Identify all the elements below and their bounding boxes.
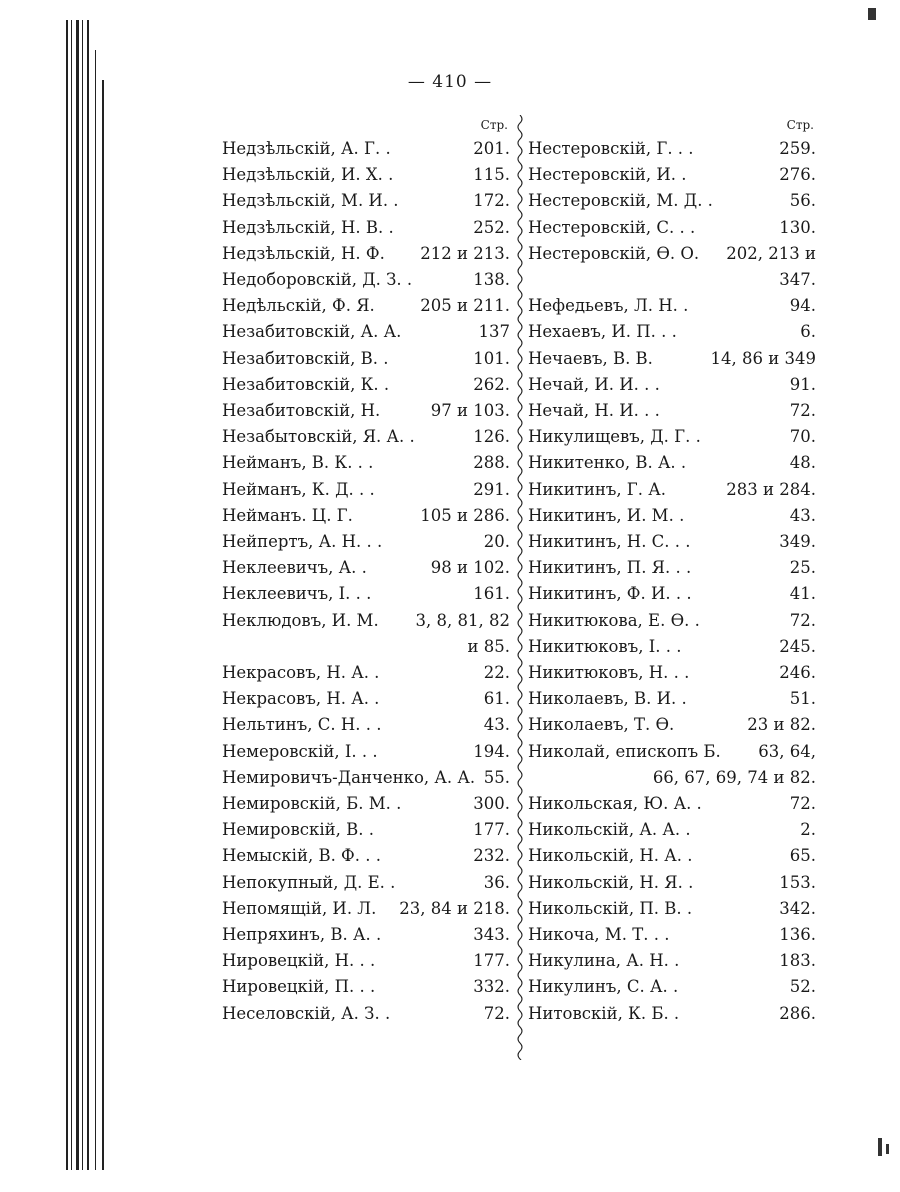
entry-pages: 126. bbox=[473, 427, 510, 447]
entry-name: Незабитовскій, В. . bbox=[222, 348, 389, 368]
entry-name: Никулинъ, С. А. . bbox=[528, 977, 679, 997]
entry-pages: 283 и 284. bbox=[726, 479, 816, 499]
entry-pages: 61. bbox=[483, 689, 510, 709]
entry-name: Незабитовскій, К. . bbox=[222, 374, 390, 394]
entry-pages: 259. bbox=[779, 139, 816, 158]
entry-pages: 91. bbox=[789, 374, 816, 394]
index-entry bbox=[528, 162, 816, 188]
entry-pages: 332. bbox=[473, 977, 510, 997]
entry-name: Нехаевъ, И. П. . . bbox=[528, 322, 677, 342]
entry-name: Нефедьевъ, Л. Н. . bbox=[528, 296, 689, 316]
index-entry bbox=[528, 555, 816, 581]
entry-name: Нестеровскій, И. . bbox=[528, 165, 687, 185]
index-entry bbox=[528, 870, 816, 896]
index-entry-continuation bbox=[528, 765, 816, 791]
index-entry bbox=[222, 896, 510, 922]
entry-pages: 194. bbox=[473, 741, 510, 761]
index-entry bbox=[528, 843, 816, 869]
entry-name: Недзѣльскій, Н. В. . bbox=[222, 217, 394, 237]
entry-pages: 177. bbox=[473, 951, 510, 971]
index-entry bbox=[222, 686, 510, 712]
column-divider bbox=[514, 115, 526, 1060]
entry-pages: 262. bbox=[473, 374, 510, 394]
entry-pages: 23 и 82. bbox=[747, 715, 816, 735]
index-entry bbox=[222, 529, 510, 555]
entry-pages: 48. bbox=[789, 453, 816, 473]
index-entry bbox=[528, 215, 816, 241]
entry-pages: 232. bbox=[473, 846, 510, 866]
index-entry bbox=[222, 1001, 510, 1027]
index-entry bbox=[222, 450, 510, 476]
entry-pages: 70. bbox=[789, 427, 816, 447]
entry-pages: 98 и 102. bbox=[430, 558, 510, 578]
index-entry bbox=[528, 896, 816, 922]
entry-name: Недзѣльскій, М. И. . bbox=[222, 191, 399, 211]
entry-pages: 43. bbox=[789, 505, 816, 525]
entry-name: Нитовскій, К. Б. . bbox=[528, 1003, 680, 1023]
entry-name: Нестеровскій, М. Д. . bbox=[528, 191, 713, 211]
entry-name: Никулищевъ, Д. Г. . bbox=[528, 427, 701, 447]
page-column-header: Стр. bbox=[480, 118, 508, 132]
entry-name: Никитинъ, Ф. И. . . bbox=[528, 584, 692, 604]
entry-pages: 55. bbox=[483, 767, 510, 787]
entry-name: Никитенко, В. А. . bbox=[528, 453, 687, 473]
page-column-header: Стр. bbox=[786, 118, 814, 132]
entry-name: Неселовскій, А. З. . bbox=[222, 1003, 391, 1023]
index-entry bbox=[222, 372, 510, 398]
entry-name: Неклеевичъ, I. . . bbox=[222, 584, 372, 604]
index-entry bbox=[222, 267, 510, 293]
index-entry bbox=[222, 765, 510, 791]
entry-pages: 137 bbox=[478, 322, 510, 342]
entry-pages: 115. bbox=[473, 165, 510, 185]
entry-name: Незабытовскій, Я. А. . bbox=[222, 427, 415, 447]
entry-pages: 20. bbox=[483, 532, 510, 551]
entry-pages: 347. bbox=[779, 270, 816, 289]
index-entry bbox=[528, 503, 816, 529]
entry-pages: 212 и 213. bbox=[420, 243, 510, 263]
entry-pages: 343. bbox=[473, 925, 510, 944]
index-entry bbox=[528, 398, 816, 424]
index-entry-continuation bbox=[222, 634, 510, 660]
entry-name: Некрасовъ, Н. А. . bbox=[222, 663, 380, 682]
index-entry-continuation bbox=[528, 267, 816, 293]
entry-name: Недзѣльскій, Н. Ф. bbox=[222, 243, 385, 263]
entry-name: Незабитовскій, Н. bbox=[222, 401, 381, 420]
entry-pages: 72. bbox=[483, 1003, 510, 1023]
entry-pages: 14, 86 и 349 bbox=[710, 348, 816, 368]
index-entry bbox=[222, 503, 510, 529]
entry-name: Нестеровскій, Г. . . bbox=[528, 139, 694, 158]
index-entry bbox=[222, 424, 510, 450]
entry-pages: 6. bbox=[800, 322, 816, 342]
entry-pages: 288. bbox=[473, 453, 510, 473]
entry-pages: 105 и 286. bbox=[420, 505, 510, 525]
index-entry bbox=[222, 241, 510, 267]
index-entry bbox=[222, 188, 510, 214]
entry-pages: 3, 8, 81, 82 bbox=[415, 610, 510, 630]
entry-name: Нестеровскій, С. . . bbox=[528, 217, 696, 237]
index-entry bbox=[528, 581, 816, 607]
entry-name: Никитюковъ, I. . . bbox=[528, 636, 682, 656]
index-entry bbox=[222, 817, 510, 843]
entry-name: Незабитовскій, А. А. bbox=[222, 322, 402, 342]
entry-name: Недзѣльскій, А. Г. . bbox=[222, 139, 391, 158]
entry-name: Нечаевъ, В. В. bbox=[528, 348, 653, 368]
index-entry bbox=[528, 660, 816, 686]
entry-pages: 183. bbox=[779, 951, 816, 971]
entry-name: Никитинъ, И. М. . bbox=[528, 505, 685, 525]
index-entry bbox=[222, 791, 510, 817]
index-entry bbox=[528, 450, 816, 476]
index-entry bbox=[222, 581, 510, 607]
entry-pages: 97 и 103. bbox=[430, 401, 510, 420]
entry-pages: 291. bbox=[473, 479, 510, 499]
entry-pages: 51. bbox=[789, 689, 816, 709]
entry-name: Немировскій, Б. М. . bbox=[222, 794, 402, 813]
scanned-binding-edge bbox=[62, 20, 110, 1170]
entry-name: Никитинъ, Г. А. bbox=[528, 479, 666, 499]
index-entry bbox=[222, 608, 510, 634]
entry-name: Никитюковъ, Н. . . bbox=[528, 663, 690, 682]
entry-pages: 43. bbox=[483, 715, 510, 735]
entry-pages: 66, 67, 69, 74 и 82. bbox=[652, 767, 816, 787]
entry-pages: 205 и 211. bbox=[420, 296, 510, 316]
index-entry bbox=[528, 372, 816, 398]
entry-name: Немеровскій, I. . . bbox=[222, 741, 378, 761]
index-entry bbox=[528, 136, 816, 162]
entry-pages: 101. bbox=[473, 348, 510, 368]
index-entry bbox=[528, 529, 816, 555]
entry-name: Непряхинъ, В. А. . bbox=[222, 925, 382, 944]
index-entry bbox=[222, 948, 510, 974]
index-entry bbox=[528, 948, 816, 974]
index-entry bbox=[222, 660, 510, 686]
entry-pages: 349. bbox=[779, 532, 816, 551]
index-entry bbox=[222, 870, 510, 896]
index-entry bbox=[528, 974, 816, 1000]
entry-pages: 276. bbox=[779, 165, 816, 185]
entry-name: Нировецкій, Н. . . bbox=[222, 951, 376, 971]
entry-pages: 72. bbox=[789, 610, 816, 630]
entry-pages: 25. bbox=[789, 558, 816, 578]
index-entry bbox=[222, 346, 510, 372]
index-entry bbox=[528, 686, 816, 712]
entry-name: Никольская, Ю. А. . bbox=[528, 794, 702, 813]
entry-pages: 342. bbox=[779, 898, 816, 918]
index-entry bbox=[222, 712, 510, 738]
entry-pages: 252. bbox=[473, 217, 510, 237]
index-entry bbox=[528, 922, 816, 948]
entry-name: Николаевъ, В. И. . bbox=[528, 689, 687, 709]
entry-name: Неклюдовъ, И. М. bbox=[222, 610, 379, 630]
entry-pages: 177. bbox=[473, 820, 510, 840]
index-entry bbox=[528, 739, 816, 765]
entry-pages: 52. bbox=[789, 977, 816, 997]
entry-pages: 161. bbox=[473, 584, 510, 604]
entry-name: Никольскій, Н. Я. . bbox=[528, 872, 694, 892]
index-entry bbox=[528, 188, 816, 214]
entry-name: Недзѣльскій, И. Х. . bbox=[222, 165, 394, 185]
entry-pages: 65. bbox=[789, 846, 816, 866]
page-number: — 410 — bbox=[407, 72, 493, 92]
entry-pages: 2. bbox=[800, 820, 816, 840]
entry-name: Нейпертъ, А. Н. . . bbox=[222, 532, 383, 551]
entry-name: Непомящій, И. Л. bbox=[222, 898, 377, 918]
entry-pages: 286. bbox=[779, 1003, 816, 1023]
entry-name: Никоча, М. Т. . . bbox=[528, 925, 670, 944]
index-entry bbox=[222, 922, 510, 948]
entry-name: Николаевъ, Т. Ѳ. bbox=[528, 715, 675, 735]
index-entry bbox=[528, 319, 816, 345]
index-entry bbox=[222, 843, 510, 869]
entry-pages: и 85. bbox=[467, 636, 510, 656]
index-entry bbox=[528, 634, 816, 660]
entry-pages: 72. bbox=[789, 401, 816, 420]
entry-name: Нейманъ, В. К. . . bbox=[222, 453, 374, 473]
entry-name: Нировецкій, П. . . bbox=[222, 977, 376, 997]
entry-name: Николай, епископъ Б. bbox=[528, 741, 721, 761]
entry-name: Никулина, А. Н. . bbox=[528, 951, 680, 971]
entry-name: Немировскій, В. . bbox=[222, 820, 374, 840]
index-entry bbox=[528, 346, 816, 372]
index-entry bbox=[222, 398, 510, 424]
entry-name: Нестеровскій, Ѳ. О. bbox=[528, 243, 700, 263]
entry-name: Нейманъ. Ц. Г. bbox=[222, 505, 353, 525]
entry-name: Непокупный, Д. Е. . bbox=[222, 872, 396, 892]
entry-pages: 202, 213 и bbox=[726, 243, 816, 263]
entry-name: Никольскій, А. А. . bbox=[528, 820, 691, 840]
entry-pages: 41. bbox=[789, 584, 816, 604]
index-entry bbox=[528, 791, 816, 817]
entry-name: Никольскій, Н. А. . bbox=[528, 846, 693, 866]
entry-name: Никитинъ, Н. С. . . bbox=[528, 532, 691, 551]
entry-pages: 94. bbox=[789, 296, 816, 316]
index-entry bbox=[222, 739, 510, 765]
entry-name: Нельтинъ, С. Н. . . bbox=[222, 715, 382, 735]
entry-name: Нечай, И. И. . . bbox=[528, 374, 660, 394]
index-entry bbox=[528, 293, 816, 319]
entry-pages: 300. bbox=[473, 794, 510, 813]
entry-pages: 130. bbox=[779, 217, 816, 237]
index-entry bbox=[222, 293, 510, 319]
entry-pages: 136. bbox=[779, 925, 816, 944]
entry-name: Недѣльскій, Ф. Я. bbox=[222, 296, 375, 316]
entry-name: Немыскій, В. Ф. . . bbox=[222, 846, 381, 866]
index-entry bbox=[528, 817, 816, 843]
entry-pages: 72. bbox=[789, 794, 816, 813]
index-entry bbox=[222, 319, 510, 345]
entry-pages: 23, 84 и 218. bbox=[399, 898, 510, 918]
index-entry bbox=[222, 162, 510, 188]
entry-pages: 201. bbox=[473, 139, 510, 158]
entry-pages: 56. bbox=[789, 191, 816, 211]
entry-pages: 245. bbox=[779, 636, 816, 656]
index-entry bbox=[528, 608, 816, 634]
entry-pages: 22. bbox=[483, 663, 510, 682]
index-entry bbox=[528, 1001, 816, 1027]
entry-name: Неклеевичъ, А. . bbox=[222, 558, 367, 578]
entry-name: Некрасовъ, Н. А. . bbox=[222, 689, 380, 709]
index-entry bbox=[222, 477, 510, 503]
entry-name: Нейманъ, К. Д. . . bbox=[222, 479, 375, 499]
entry-name: Никитюкова, Е. Ѳ. . bbox=[528, 610, 700, 630]
entry-pages: 172. bbox=[473, 191, 510, 211]
entry-name: Нечай, Н. И. . . bbox=[528, 401, 660, 420]
entry-name: Никольскій, П. В. . bbox=[528, 898, 693, 918]
entry-pages: 246. bbox=[779, 663, 816, 682]
entry-pages: 36. bbox=[483, 872, 510, 892]
entry-pages: 138. bbox=[473, 270, 510, 289]
index-entry bbox=[528, 241, 816, 267]
entry-pages: 63, 64, bbox=[758, 741, 816, 761]
index-entry bbox=[222, 136, 510, 162]
index-entry bbox=[222, 215, 510, 241]
index-entry bbox=[222, 974, 510, 1000]
entry-name: Недоборовскій, Д. З. . bbox=[222, 270, 413, 289]
index-entry bbox=[222, 555, 510, 581]
index-entry bbox=[528, 477, 816, 503]
entry-name: Немировичъ-Данченко, А. А. bbox=[222, 767, 476, 787]
index-entry bbox=[528, 424, 816, 450]
entry-name: Никитинъ, П. Я. . . bbox=[528, 558, 692, 578]
entry-pages: 153. bbox=[779, 872, 816, 892]
index-entry bbox=[528, 712, 816, 738]
